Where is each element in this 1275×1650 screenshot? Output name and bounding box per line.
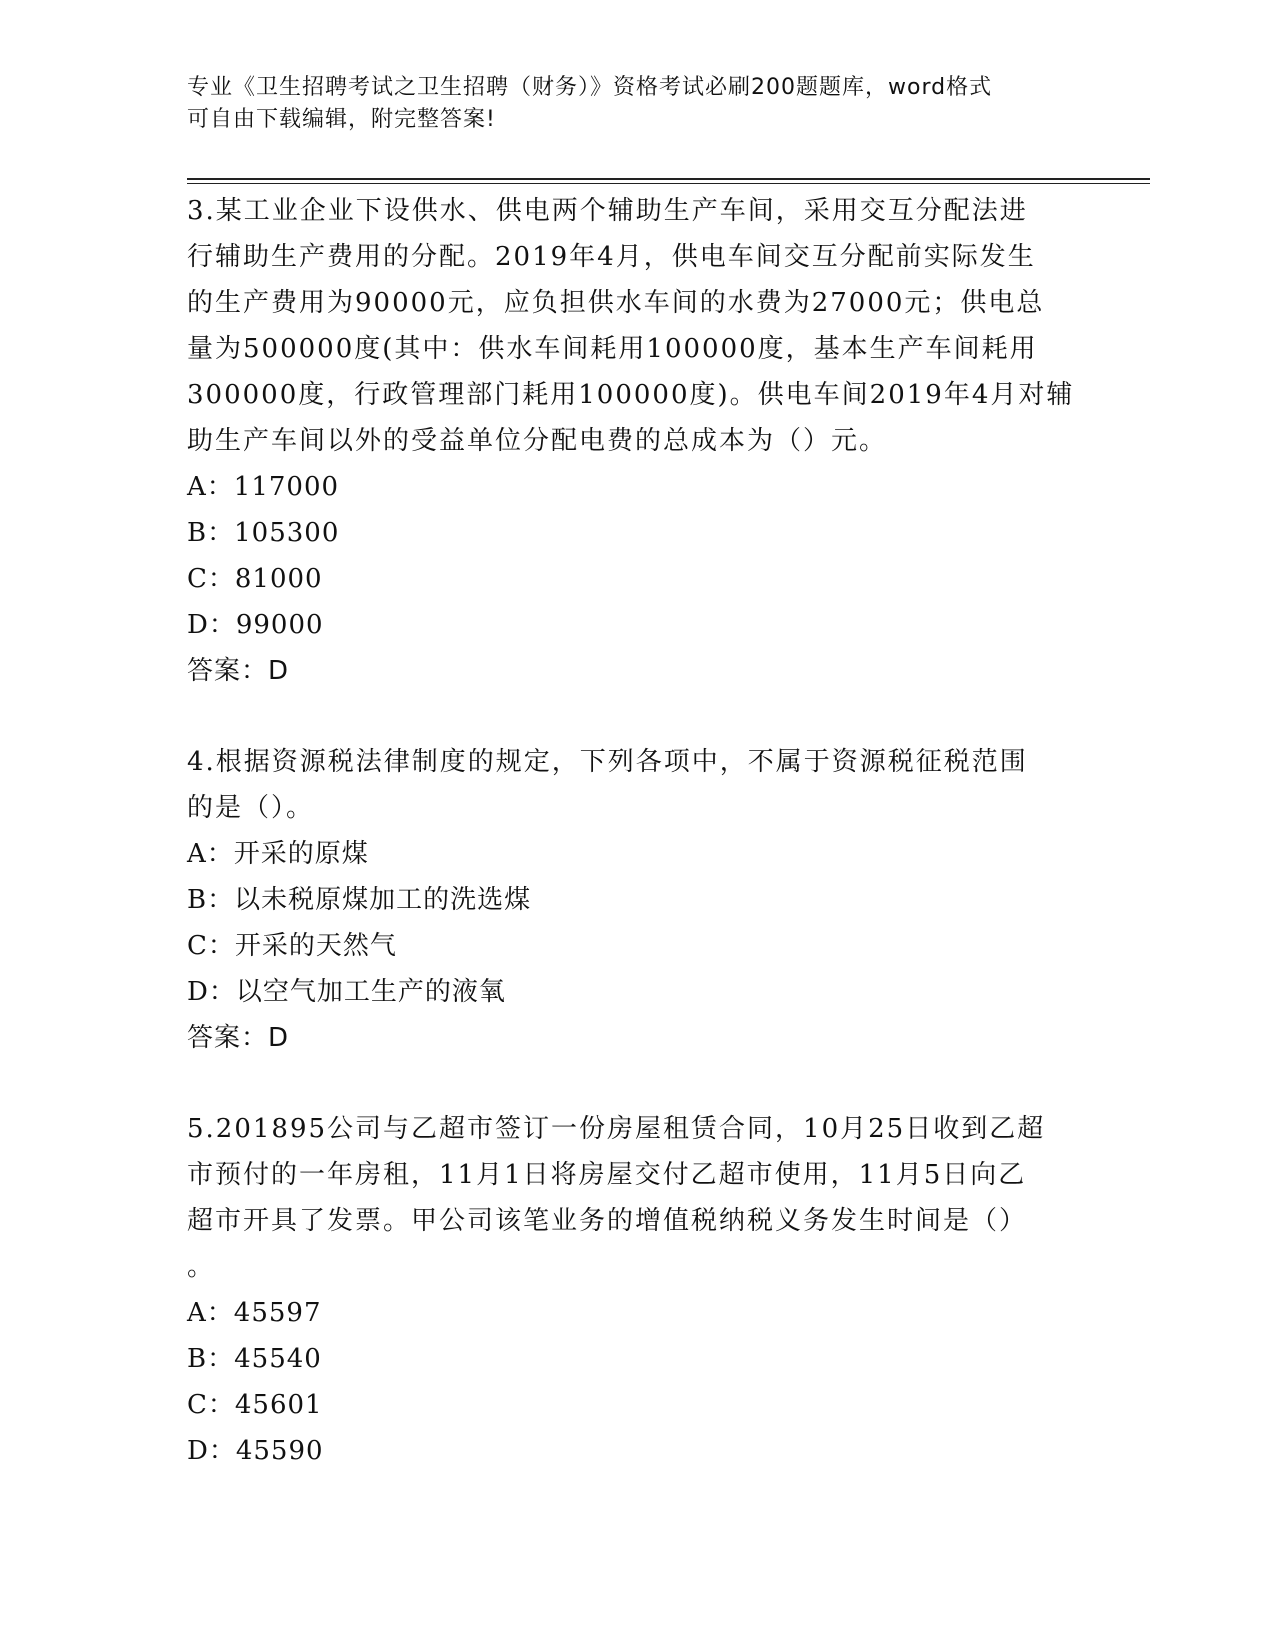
question-line: 300000度，行政管理部门耗用100000度)。供电车间2019年4月对辅: [187, 380, 1075, 410]
question-text: [187, 1106, 1077, 1290]
option-c: C：81000: [187, 564, 323, 594]
question-line: 。: [187, 1252, 216, 1282]
option-c: C：开采的天然气: [187, 931, 397, 961]
question-line: 助生产车间以外的受益单位分配电费的总成本为（）元。: [187, 426, 888, 456]
option-d: D：以空气加工生产的液氧: [187, 977, 506, 1007]
header-line-2: 可自由下载编辑，附完整答案!: [187, 107, 496, 132]
option-d: D：99000: [187, 610, 324, 640]
option-b: B：45540: [187, 1344, 322, 1374]
question-list: [187, 188, 1077, 1474]
question-line: 超市开具了发票。甲公司该笔业务的增值税纳税义务发生时间是（）: [187, 1206, 1028, 1236]
question-line: 3.某工业企业下设供水、供电两个辅助生产车间，采用交互分配法进: [187, 196, 1028, 226]
question-line: 市预付的一年房租，11月1日将房屋交付乙超市使用，11月5日向乙: [187, 1160, 1027, 1190]
answer-line: 答案：D: [187, 656, 290, 686]
question-line: 行辅助生产费用的分配。2019年4月，供电车间交互分配前实际发生: [187, 242, 1036, 272]
option-a: A：开采的原煤: [187, 839, 369, 869]
document-header: [187, 72, 1067, 136]
spacer: [187, 1061, 1077, 1106]
option-c: C：45601: [187, 1390, 323, 1420]
option-a: A：45597: [187, 1298, 322, 1328]
header-line-1: 专业《卫生招聘考试之卫生招聘（财务）》资格考试必刷200题题库，word格式: [187, 75, 993, 100]
option-d: D：45590: [187, 1436, 324, 1466]
question-block-3: [187, 188, 1077, 694]
question-text: [187, 739, 1077, 831]
question-line: 4.根据资源税法律制度的规定，下列各项中，不属于资源税征税范围: [187, 747, 1028, 777]
option-a: A：117000: [187, 472, 340, 502]
question-block-4: [187, 739, 1077, 1061]
question-line: 量为500000度(其中：供水车间耗用100000度，基本生产车间耗用: [187, 334, 1038, 364]
option-b: B：105300: [187, 518, 340, 548]
question-text: [187, 188, 1077, 464]
question-line: 的是（）。: [187, 793, 315, 823]
question-block-5: [187, 1106, 1077, 1474]
spacer: [187, 694, 1077, 739]
header-rule-thick: [187, 178, 1150, 180]
header-rule-thin: [187, 183, 1150, 184]
question-line: 的生产费用为90000元，应负担供水车间的水费为27000元；供电总: [187, 288, 1045, 318]
option-b: B：以未税原煤加工的洗选煤: [187, 885, 532, 915]
answer-line: 答案：D: [187, 1023, 290, 1053]
question-line: 5.201895公司与乙超市签订一份房屋租赁合同，10月25日收到乙超: [187, 1114, 1046, 1144]
